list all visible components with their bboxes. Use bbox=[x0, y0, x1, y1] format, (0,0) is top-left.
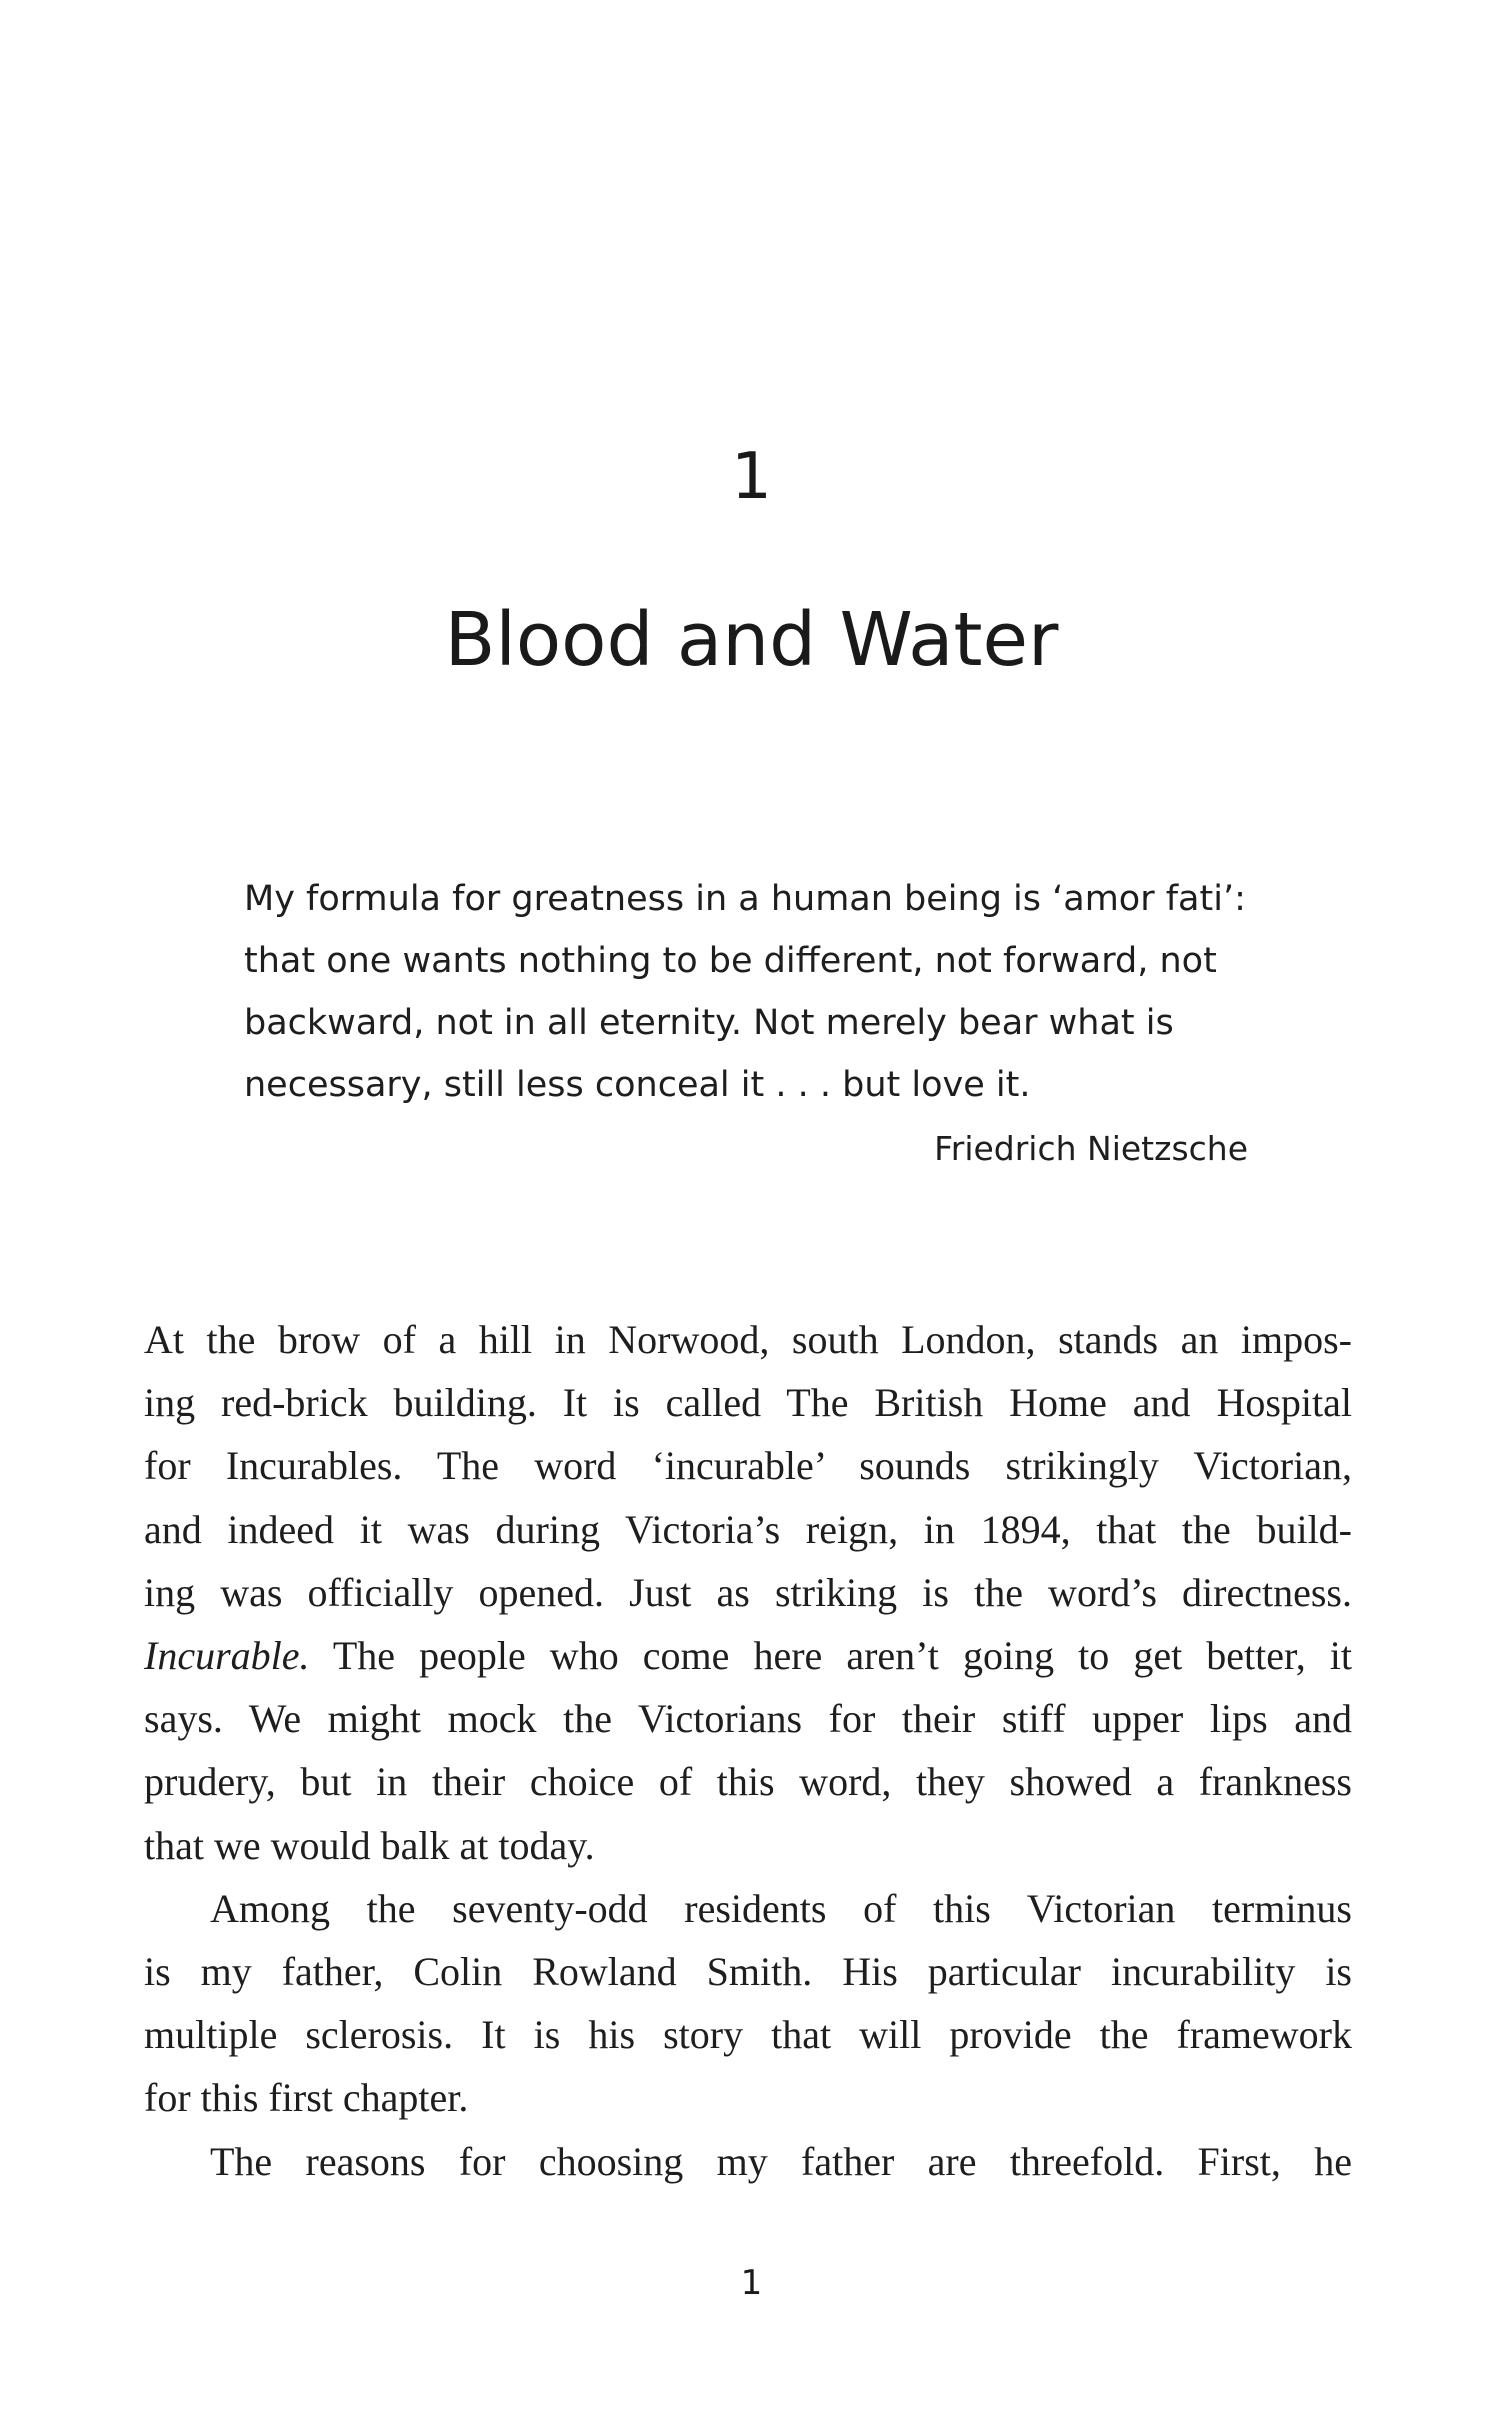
text-line: says. We might mock the Victorians for their stiff upper lips and bbox=[144, 1696, 1352, 1742]
text-line: Among the seventy-odd residents of this Victorian terminus bbox=[210, 1885, 1352, 1931]
text-line: and indeed it was during Victoria’s reign, in 1894, that the build- bbox=[144, 1506, 1352, 1552]
text-line: for this first chapter. bbox=[144, 2075, 469, 2121]
chapter-number: 1 bbox=[731, 440, 772, 514]
paragraph-1 bbox=[144, 1308, 1352, 1877]
page-number: 1 bbox=[740, 2263, 763, 2303]
italic-word: Incurable. bbox=[144, 1633, 310, 1679]
text-line bbox=[144, 1624, 1352, 1687]
text-line: multiple sclerosis. It is his story that will provide the framework bbox=[144, 2012, 1352, 2058]
text-line: prudery, but in their choice of this word, they showed a frankness bbox=[144, 1759, 1352, 1805]
body-text bbox=[144, 1308, 1352, 2193]
text-line: is my father, Colin Rowland Smith. His particular incurability is bbox=[144, 1949, 1352, 1995]
text-line: ing red-brick building. It is called The British Home and Hospital bbox=[144, 1380, 1352, 1426]
epigraph-line: My formula for greatness in a human being is ‘amor fati’: bbox=[244, 879, 1246, 919]
paragraph-2 bbox=[144, 1877, 1352, 2130]
epigraph-line: that one wants nothing to be different, not forward, not bbox=[244, 941, 1217, 981]
text-line: for Incurables. The word ‘incurable’ sounds strikingly Victorian, bbox=[144, 1443, 1352, 1489]
paragraph-3 bbox=[144, 2130, 1352, 2193]
epigraph-line: backward, not in all eternity. Not merely bear what is bbox=[244, 1003, 1174, 1043]
epigraph-author: Friedrich Nietzsche bbox=[934, 1129, 1248, 1168]
epigraph-quote bbox=[244, 868, 1254, 1116]
epigraph-line: necessary, still less conceal it . . . but love it. bbox=[244, 1065, 1031, 1105]
text-fragment: The people who come here aren’t going to get better, it bbox=[309, 1633, 1352, 1679]
text-line: ing was officially opened. Just as striking is the word’s directness. bbox=[144, 1569, 1352, 1615]
chapter-title: Blood and Water bbox=[444, 597, 1059, 683]
text-line: The reasons for choosing my father are threefold. First, he bbox=[210, 2138, 1352, 2184]
text-line: that we would balk at today. bbox=[144, 1822, 595, 1868]
text-line: At the brow of a hill in Norwood, south London, stands an impos- bbox=[144, 1317, 1352, 1362]
